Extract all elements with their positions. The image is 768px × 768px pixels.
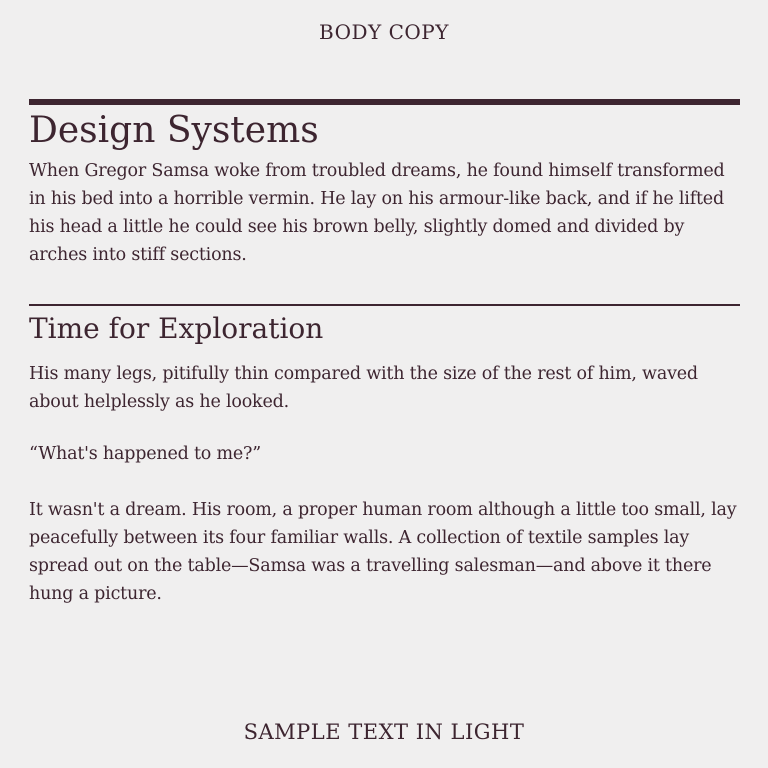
section-divider-thin <box>29 304 740 306</box>
section-divider-thick <box>29 99 740 105</box>
section-title-time-for-exploration: Time for Exploration <box>29 312 324 345</box>
page-footer-label: SAMPLE TEXT IN LIGHT <box>243 720 525 744</box>
section-2-paragraph-2: It wasn't a dream. His room, a proper human room although a little too small, lay peacefully between its four familiar walls. A collection of textile samples lay spread out on the table—Samsa was a travelling salesman—and above it there hung a picture. <box>29 500 737 604</box>
section-2-quote: “What's happened to me?” <box>29 444 261 464</box>
page-header-label: BODY COPY <box>319 20 449 44</box>
section-1-paragraph: When Gregor Samsa woke from troubled dreams, he found himself transformed in his bed into a horrible vermin. He lay on his armour-like back, and if he lifted his head a little he could see his brown belly, slightly domed and divided by arches into stiff sections. <box>29 161 725 265</box>
section-2-paragraph-1: His many legs, pitifully thin compared with the size of the rest of him, waved about helplessly as he looked. <box>29 364 698 412</box>
section-title-design-systems: Design Systems <box>29 110 319 151</box>
